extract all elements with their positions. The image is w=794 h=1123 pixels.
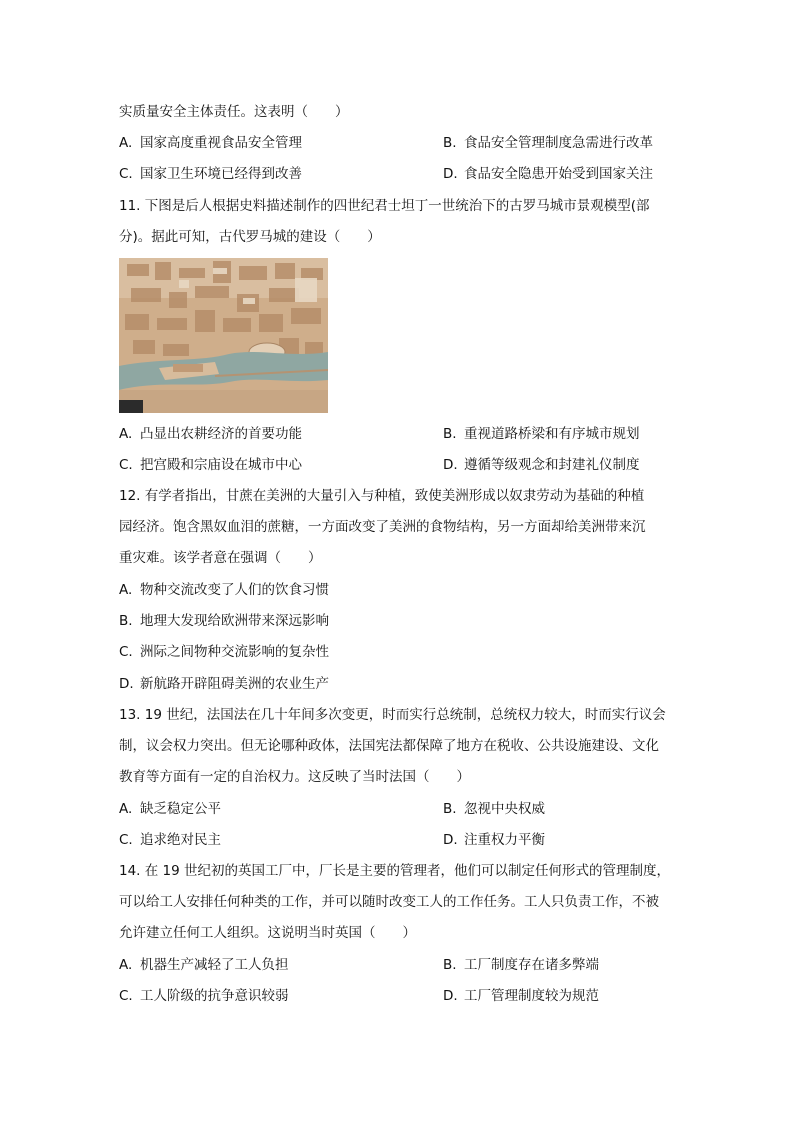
q13-stem-line3: 教育等方面有一定的自治权力。这反映了当时法国（ ） [119,769,470,785]
q12-option-b[interactable]: B. 地理大发现给欧洲带来深远影响 [119,613,329,629]
q12-option-d[interactable]: D. 新航路开辟阻碍美洲的农业生产 [119,676,329,692]
q13-option-d[interactable]: D. 注重权力平衡 [443,832,545,848]
q12-stem-line3: 重灾难。该学者意在强调（ ） [119,550,322,566]
q10-option-a[interactable]: A. 国家高度重视食品安全管理 [119,135,302,151]
q14-stem-line3: 允许建立任何工人组织。这说明当时英国（ ） [119,925,416,941]
q10-stem: 实质量安全主体责任。这表明（ ） [119,104,349,120]
q14-stem-line1: 14. 在 19 世纪初的英国工厂中，厂长是主要的管理者，他们可以制定任何形式的管理制度， [119,863,671,879]
q13-stem-line2: 制，议会权力突出。但无论哪种政体，法国宪法都保障了地方在税收、公共设施建设、文化 [119,738,659,754]
q11-option-a[interactable]: A. 凸显出农耕经济的首要功能 [119,426,302,442]
q10-option-c[interactable]: C. 国家卫生环境已经得到改善 [119,166,302,182]
q10-option-b[interactable]: B. 食品安全管理制度急需进行改革 [443,135,653,151]
q14-option-d[interactable]: D. 工厂管理制度较为规范 [443,988,599,1004]
q14-option-b[interactable]: B. 工厂制度存在诸多弊端 [443,957,599,973]
q11-option-b[interactable]: B. 重视道路桥梁和有序城市规划 [443,426,640,442]
q11-option-d[interactable]: D. 遵循等级观念和封建礼仪制度 [443,457,640,473]
q12-stem-line2: 园经济。饱含黑奴血泪的蔗糖，一方面改变了美洲的食物结构，另一方面却给美洲带来沉 [119,519,646,535]
q14-option-c[interactable]: C. 工人阶级的抗争意识较弱 [119,988,289,1004]
q13-option-b[interactable]: B. 忽视中央权威 [443,801,545,817]
q12-option-c[interactable]: C. 洲际之间物种交流影响的复杂性 [119,644,329,660]
q14-option-a[interactable]: A. 机器生产减轻了工人负担 [119,957,289,973]
q12-option-a[interactable]: A. 物种交流改变了人们的饮食习惯 [119,582,329,598]
q11-stem-line2: 分)。据此可知，古代罗马城的建设（ ） [119,229,381,245]
q10-option-d[interactable]: D. 食品安全隐患开始受到国家关注 [443,166,653,182]
q14-stem-line2: 可以给工人安排任何种类的工作，并可以随时改变工人的工作任务。工人只负责工作，不被 [119,894,659,910]
q13-option-c[interactable]: C. 追求绝对民主 [119,832,221,848]
rome-city-model-photo [119,258,328,413]
q13-stem-line1: 13. 19 世纪，法国法在几十年间多次变更，时而实行总统制，总统权力较大，时而实行议会 [119,707,666,723]
q13-option-a[interactable]: A. 缺乏稳定公平 [119,801,221,817]
q11-option-c[interactable]: C. 把宫殿和宗庙设在城市中心 [119,457,302,473]
q11-stem-line1: 11. 下图是后人根据史料描述制作的四世纪君士坦丁一世统治下的古罗马城市景观模型(部 [119,198,650,214]
q12-stem-line1: 12. 有学者指出，甘蔗在美洲的大量引入与种植，致使美洲形成以奴隶劳动为基础的种植 [119,488,645,504]
